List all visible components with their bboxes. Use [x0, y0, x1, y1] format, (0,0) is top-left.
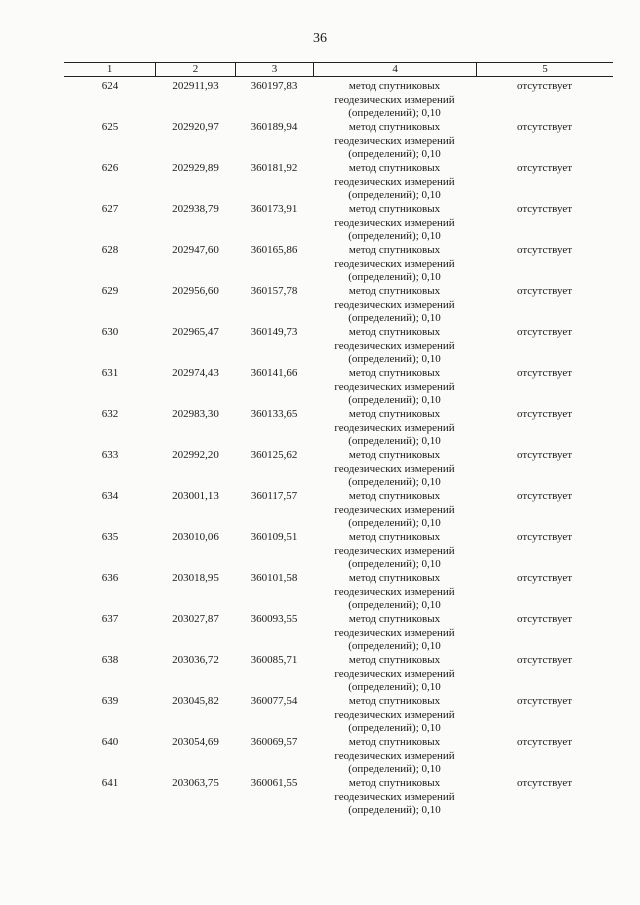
status-cell: отсутствует: [516, 80, 573, 92]
method-cell: [313, 528, 476, 569]
y-coordinate-cell: 360149,73: [250, 326, 298, 338]
method-cell: [313, 241, 476, 282]
column-header-4: 4: [313, 63, 476, 76]
x-coordinate-cell: 203027,87: [172, 613, 219, 625]
y-coordinate-cell: 360125,62: [250, 449, 298, 461]
method-line: геодезических измерений: [334, 298, 455, 311]
point-number-cell: 631: [101, 367, 119, 379]
point-number-cell: 625: [101, 121, 119, 133]
x-coordinate-cell: 202974,43: [172, 367, 219, 379]
point-number-cell: 632: [101, 408, 119, 420]
status-cell: отсутствует: [516, 531, 573, 543]
status-cell: отсутствует: [516, 572, 573, 584]
method-line: (определений); 0,10: [348, 763, 441, 776]
point-number-cell: 636: [101, 572, 119, 584]
table-body: [64, 77, 613, 815]
method-line: (определений); 0,10: [348, 189, 441, 202]
method-cell: [313, 774, 476, 815]
method-line: геодезических измерений: [334, 421, 455, 434]
status-cell: отсутствует: [516, 613, 573, 625]
table-row: [64, 774, 613, 815]
column-header-3: 3: [235, 63, 313, 76]
method-line: (определений); 0,10: [348, 107, 441, 120]
method-line: метод спутниковых: [348, 654, 441, 666]
method-line: метод спутниковых: [348, 367, 441, 379]
method-line: (определений); 0,10: [348, 271, 441, 284]
page-number: 36: [313, 31, 327, 46]
method-line: (определений); 0,10: [348, 353, 441, 366]
method-cell: [313, 77, 476, 118]
method-cell: [313, 405, 476, 446]
status-cell: отсутствует: [516, 408, 573, 420]
method-line: метод спутниковых: [348, 408, 441, 420]
method-line: (определений); 0,10: [348, 312, 441, 325]
method-line: геодезических измерений: [334, 667, 455, 680]
table-row: [64, 651, 613, 692]
method-cell: [313, 282, 476, 323]
table-row: [64, 200, 613, 241]
method-cell: [313, 323, 476, 364]
method-line: геодезических измерений: [334, 790, 455, 803]
method-line: метод спутниковых: [348, 490, 441, 502]
status-cell: отсутствует: [516, 654, 573, 666]
x-coordinate-cell: 202992,20: [172, 449, 219, 461]
method-line: геодезических измерений: [334, 134, 455, 147]
y-coordinate-cell: 360117,57: [250, 490, 298, 502]
method-line: (определений); 0,10: [348, 435, 441, 448]
method-line: (определений); 0,10: [348, 722, 441, 735]
status-cell: отсутствует: [516, 449, 573, 461]
point-number-cell: 640: [101, 736, 119, 748]
table-row: [64, 159, 613, 200]
method-line: метод спутниковых: [348, 162, 441, 174]
y-coordinate-cell: 360157,78: [250, 285, 298, 297]
status-cell: отсутствует: [516, 695, 573, 707]
coordinates-table: [64, 62, 613, 815]
x-coordinate-cell: 203054,69: [172, 736, 219, 748]
method-line: (определений); 0,10: [348, 681, 441, 694]
point-number-cell: 626: [101, 162, 119, 174]
method-line: метод спутниковых: [348, 777, 441, 789]
method-cell: [313, 733, 476, 774]
method-line: метод спутниковых: [348, 572, 441, 584]
method-line: (определений); 0,10: [348, 517, 441, 530]
status-cell: отсутствует: [516, 162, 573, 174]
table-row: [64, 282, 613, 323]
method-line: геодезических измерений: [334, 380, 455, 393]
x-coordinate-cell: 203001,13: [172, 490, 219, 502]
table-row: [64, 569, 613, 610]
method-cell: [313, 651, 476, 692]
method-cell: [313, 692, 476, 733]
method-cell: [313, 118, 476, 159]
x-coordinate-cell: 202920,97: [172, 121, 219, 133]
method-cell: [313, 446, 476, 487]
y-coordinate-cell: 360093,55: [250, 613, 298, 625]
point-number-cell: 629: [101, 285, 119, 297]
method-line: (определений); 0,10: [348, 558, 441, 571]
x-coordinate-cell: 203045,82: [172, 695, 219, 707]
table-row: [64, 733, 613, 774]
method-cell: [313, 200, 476, 241]
x-coordinate-cell: 202911,93: [172, 80, 219, 92]
table-row: [64, 77, 613, 118]
table-row: [64, 405, 613, 446]
status-cell: отсутствует: [516, 244, 573, 256]
method-line: (определений); 0,10: [348, 476, 441, 489]
y-coordinate-cell: 360077,54: [250, 695, 298, 707]
method-line: геодезических измерений: [334, 544, 455, 557]
point-number-cell: 633: [101, 449, 119, 461]
y-coordinate-cell: 360133,65: [250, 408, 298, 420]
method-cell: [313, 569, 476, 610]
method-line: геодезических измерений: [334, 339, 455, 352]
point-number-cell: 627: [101, 203, 119, 215]
point-number-cell: 635: [101, 531, 119, 543]
table-row: [64, 241, 613, 282]
column-header-5: 5: [476, 63, 613, 76]
y-coordinate-cell: 360165,86: [250, 244, 298, 256]
method-line: геодезических измерений: [334, 462, 455, 475]
y-coordinate-cell: 360181,92: [250, 162, 298, 174]
status-cell: отсутствует: [516, 326, 573, 338]
table-header: [64, 62, 613, 77]
method-line: (определений); 0,10: [348, 599, 441, 612]
y-coordinate-cell: 360101,58: [250, 572, 298, 584]
method-line: геодезических измерений: [334, 503, 455, 516]
status-cell: отсутствует: [516, 121, 573, 133]
y-coordinate-cell: 360109,51: [250, 531, 298, 543]
y-coordinate-cell: 360197,83: [250, 80, 298, 92]
method-cell: [313, 487, 476, 528]
table-row: [64, 323, 613, 364]
y-coordinate-cell: 360069,57: [250, 736, 298, 748]
x-coordinate-cell: 203010,06: [172, 531, 219, 543]
method-line: геодезических измерений: [334, 749, 455, 762]
table-row: [64, 528, 613, 569]
x-coordinate-cell: 202983,30: [172, 408, 219, 420]
point-number-cell: 639: [101, 695, 119, 707]
table-row: [64, 610, 613, 651]
y-coordinate-cell: 360189,94: [250, 121, 298, 133]
method-line: метод спутниковых: [348, 531, 441, 543]
method-line: метод спутниковых: [348, 736, 441, 748]
method-line: геодезических измерений: [334, 93, 455, 106]
status-cell: отсутствует: [516, 490, 573, 502]
status-cell: отсутствует: [516, 777, 573, 789]
method-line: геодезических измерений: [334, 257, 455, 270]
table-row: [64, 692, 613, 733]
x-coordinate-cell: 203063,75: [172, 777, 219, 789]
status-cell: отсутствует: [516, 203, 573, 215]
x-coordinate-cell: 203018,95: [172, 572, 219, 584]
method-cell: [313, 610, 476, 651]
method-cell: [313, 364, 476, 405]
table-row: [64, 364, 613, 405]
table-row: [64, 487, 613, 528]
table-row: [64, 118, 613, 159]
y-coordinate-cell: 360061,55: [250, 777, 298, 789]
method-line: геодезических измерений: [334, 585, 455, 598]
point-number-cell: 641: [101, 777, 119, 789]
point-number-cell: 628: [101, 244, 119, 256]
method-line: метод спутниковых: [348, 695, 441, 707]
status-cell: отсутствует: [516, 285, 573, 297]
point-number-cell: 638: [101, 654, 119, 666]
x-coordinate-cell: 202938,79: [172, 203, 219, 215]
method-line: метод спутниковых: [348, 121, 441, 133]
y-coordinate-cell: 360141,66: [250, 367, 298, 379]
x-coordinate-cell: 202947,60: [172, 244, 219, 256]
y-coordinate-cell: 360085,71: [250, 654, 298, 666]
table-row: [64, 446, 613, 487]
method-line: метод спутниковых: [348, 326, 441, 338]
y-coordinate-cell: 360173,91: [250, 203, 298, 215]
method-line: (определений); 0,10: [348, 394, 441, 407]
method-line: метод спутниковых: [348, 449, 441, 461]
status-cell: отсутствует: [516, 736, 573, 748]
x-coordinate-cell: 203036,72: [172, 654, 219, 666]
method-cell: [313, 159, 476, 200]
point-number-cell: 634: [101, 490, 119, 502]
x-coordinate-cell: 202929,89: [172, 162, 219, 174]
method-line: (определений); 0,10: [348, 148, 441, 161]
method-line: (определений); 0,10: [348, 230, 441, 243]
x-coordinate-cell: 202965,47: [172, 326, 219, 338]
column-header-1: 1: [106, 63, 113, 75]
status-cell: отсутствует: [516, 367, 573, 379]
point-number-cell: 630: [101, 326, 119, 338]
method-line: метод спутниковых: [348, 613, 441, 625]
method-line: метод спутниковых: [348, 285, 441, 297]
method-line: метод спутниковых: [348, 203, 441, 215]
method-line: метод спутниковых: [348, 80, 441, 92]
method-line: (определений); 0,10: [348, 804, 441, 817]
method-line: геодезических измерений: [334, 708, 455, 721]
column-header-2: 2: [155, 63, 234, 76]
point-number-cell: 637: [101, 613, 119, 625]
point-number-cell: 624: [101, 80, 119, 92]
x-coordinate-cell: 202956,60: [172, 285, 219, 297]
method-line: метод спутниковых: [348, 244, 441, 256]
method-line: геодезических измерений: [334, 175, 455, 188]
method-line: геодезических измерений: [334, 216, 455, 229]
method-line: геодезических измерений: [334, 626, 455, 639]
method-line: (определений); 0,10: [348, 640, 441, 653]
